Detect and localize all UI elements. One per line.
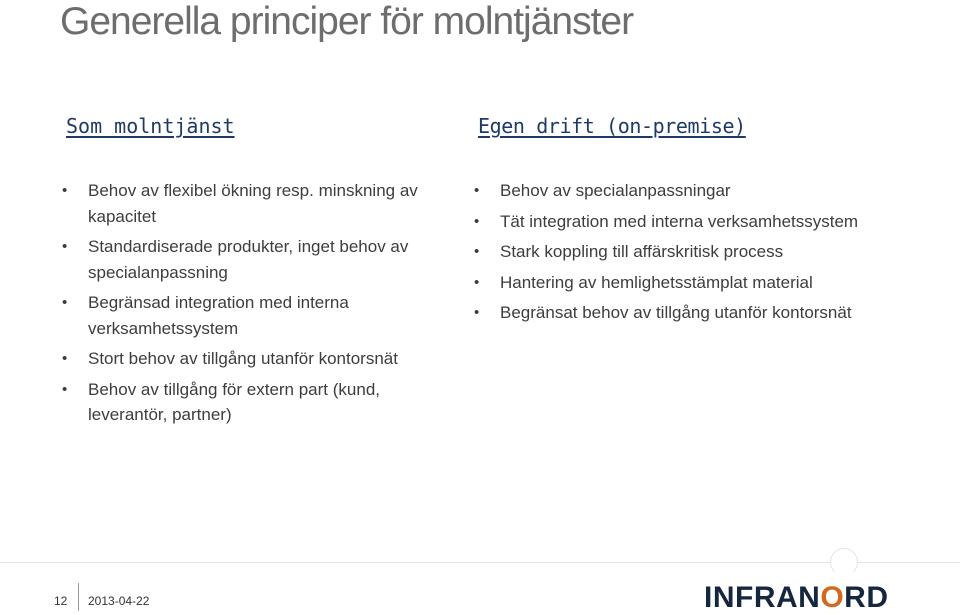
list-item: • Tät integration med interna verksamhetssystem <box>478 209 918 235</box>
list-item: • Begränsat behov av tillgång utanför kontorsnät <box>478 300 918 326</box>
list-item: • Stort behov av tillgång utanför kontorsnät <box>66 346 426 372</box>
right-bullet-list <box>478 178 918 326</box>
list-item: • Standardiserade produkter, inget behov av specialanpassning <box>66 234 426 285</box>
footer-circle-ornament <box>830 548 858 576</box>
list-item: • Hantering av hemlighetsstämplat material <box>478 270 918 296</box>
footer-separator <box>78 583 79 611</box>
footer-date: 2013-04-22 <box>88 594 150 608</box>
left-bullet-list <box>66 178 426 428</box>
right-column <box>478 114 918 331</box>
footer-divider <box>0 562 960 563</box>
logo-text-end: RD <box>844 581 889 614</box>
right-column-heading: Egen drift (on-premise) <box>478 114 746 138</box>
left-column-heading: Som molntjänst <box>66 114 235 138</box>
left-column <box>66 114 426 433</box>
list-item: • Begränsad integration med interna verksamhetssystem <box>66 290 426 341</box>
logo-accent-letter: O <box>820 581 845 614</box>
list-item: • Behov av flexibel ökning resp. minskning av kapacitet <box>66 178 426 229</box>
page-number: 12 <box>54 594 68 608</box>
infranord-logo <box>704 583 889 615</box>
list-item: • Behov av tillgång för extern part (kund, leverantör, partner) <box>66 377 426 428</box>
list-item: • Behov av specialanpassningar <box>478 178 918 204</box>
slide-title: Generella principer för molntjänster <box>60 0 634 43</box>
logo-text-start: INFRAN <box>704 581 821 614</box>
list-item: • Stark koppling till affärskritisk process <box>478 239 918 265</box>
